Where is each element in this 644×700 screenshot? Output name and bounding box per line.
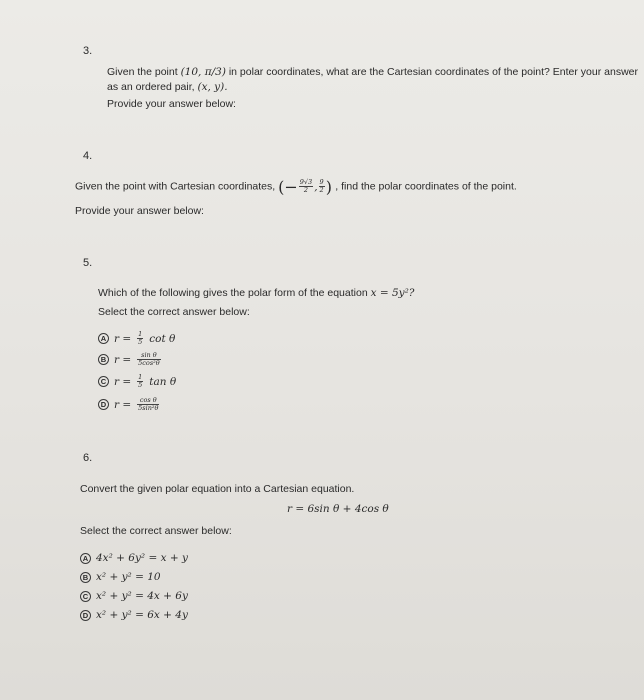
- q3-pair: (x, y).: [197, 81, 228, 93]
- q3-number: 3.: [83, 45, 93, 57]
- q6-prompt: Convert the given polar equation into a Cartesian equation.: [80, 483, 355, 495]
- q3-prompt-c: as an ordered pair,: [107, 81, 195, 93]
- q4-prompt-line: [75, 177, 517, 196]
- q3-prompt-b: in polar coordinates, what are the Cartesian coordinates of the point? Enter your answer: [228, 66, 638, 78]
- q5-number: 5.: [83, 257, 93, 269]
- q3-point: (10, π/3): [180, 66, 226, 78]
- q6-option-b-radio[interactable]: B: [80, 572, 91, 583]
- q6-option-a-radio[interactable]: A: [80, 553, 91, 564]
- q6-number: 6.: [83, 452, 93, 464]
- q6-equation: r = 6sin θ + 4cos θ: [287, 503, 389, 515]
- q3-prompt-line1: [107, 66, 638, 78]
- q6-option-c-radio[interactable]: C: [80, 591, 91, 602]
- q4-provide: Provide your answer below:: [75, 205, 204, 217]
- q6-select: Select the correct answer below:: [80, 525, 232, 537]
- q6-option-d-radio[interactable]: D: [80, 610, 91, 621]
- q5-equation: x = 5y²?: [370, 287, 415, 299]
- q5-option-a-radio[interactable]: A: [98, 333, 109, 344]
- q5-prompt: Which of the following gives the polar form of the equation: [98, 287, 368, 299]
- q5-option-d-radio[interactable]: D: [98, 399, 109, 410]
- q4-point: (− $\frac{9√3}{2}$ , $\frac{9}{2}$ ): [278, 177, 332, 196]
- q6-option-d[interactable]: D x² + y² = 6x + 4y: [80, 609, 188, 621]
- q5-option-b[interactable]: B r = $\frac{\text{sin θ}}{\text{5cos²θ}}$: [98, 352, 162, 367]
- q3-provide: Provide your answer below:: [107, 98, 236, 110]
- q6-option-a[interactable]: A 4x² + 6y² = x + y: [80, 552, 188, 564]
- q4-prompt-b: , find the polar coordinates of the point.: [335, 180, 517, 193]
- q4-prompt-a: Given the point with Cartesian coordinates,: [75, 180, 276, 193]
- q3-prompt-a: Given the point: [107, 66, 178, 78]
- q6-option-b[interactable]: B x² + y² = 10: [80, 571, 161, 583]
- q4-number: 4.: [83, 150, 93, 162]
- q5-prompt-line: [98, 287, 414, 299]
- q5-option-d[interactable]: D r = $\frac{\text{cos θ}}{\text{5sin²θ}}$: [98, 397, 160, 412]
- q5-option-a[interactable]: A r = $\frac{1}{5}$ cot θ: [98, 331, 175, 346]
- q6-option-c[interactable]: C x² + y² = 4x + 6y: [80, 590, 188, 602]
- q5-option-b-radio[interactable]: B: [98, 354, 109, 365]
- q3-prompt-line2: [107, 81, 228, 93]
- q5-option-c-radio[interactable]: C: [98, 376, 109, 387]
- q5-option-c[interactable]: C r = $\frac{1}{5}$ tan θ: [98, 374, 176, 389]
- q5-select: Select the correct answer below:: [98, 306, 250, 318]
